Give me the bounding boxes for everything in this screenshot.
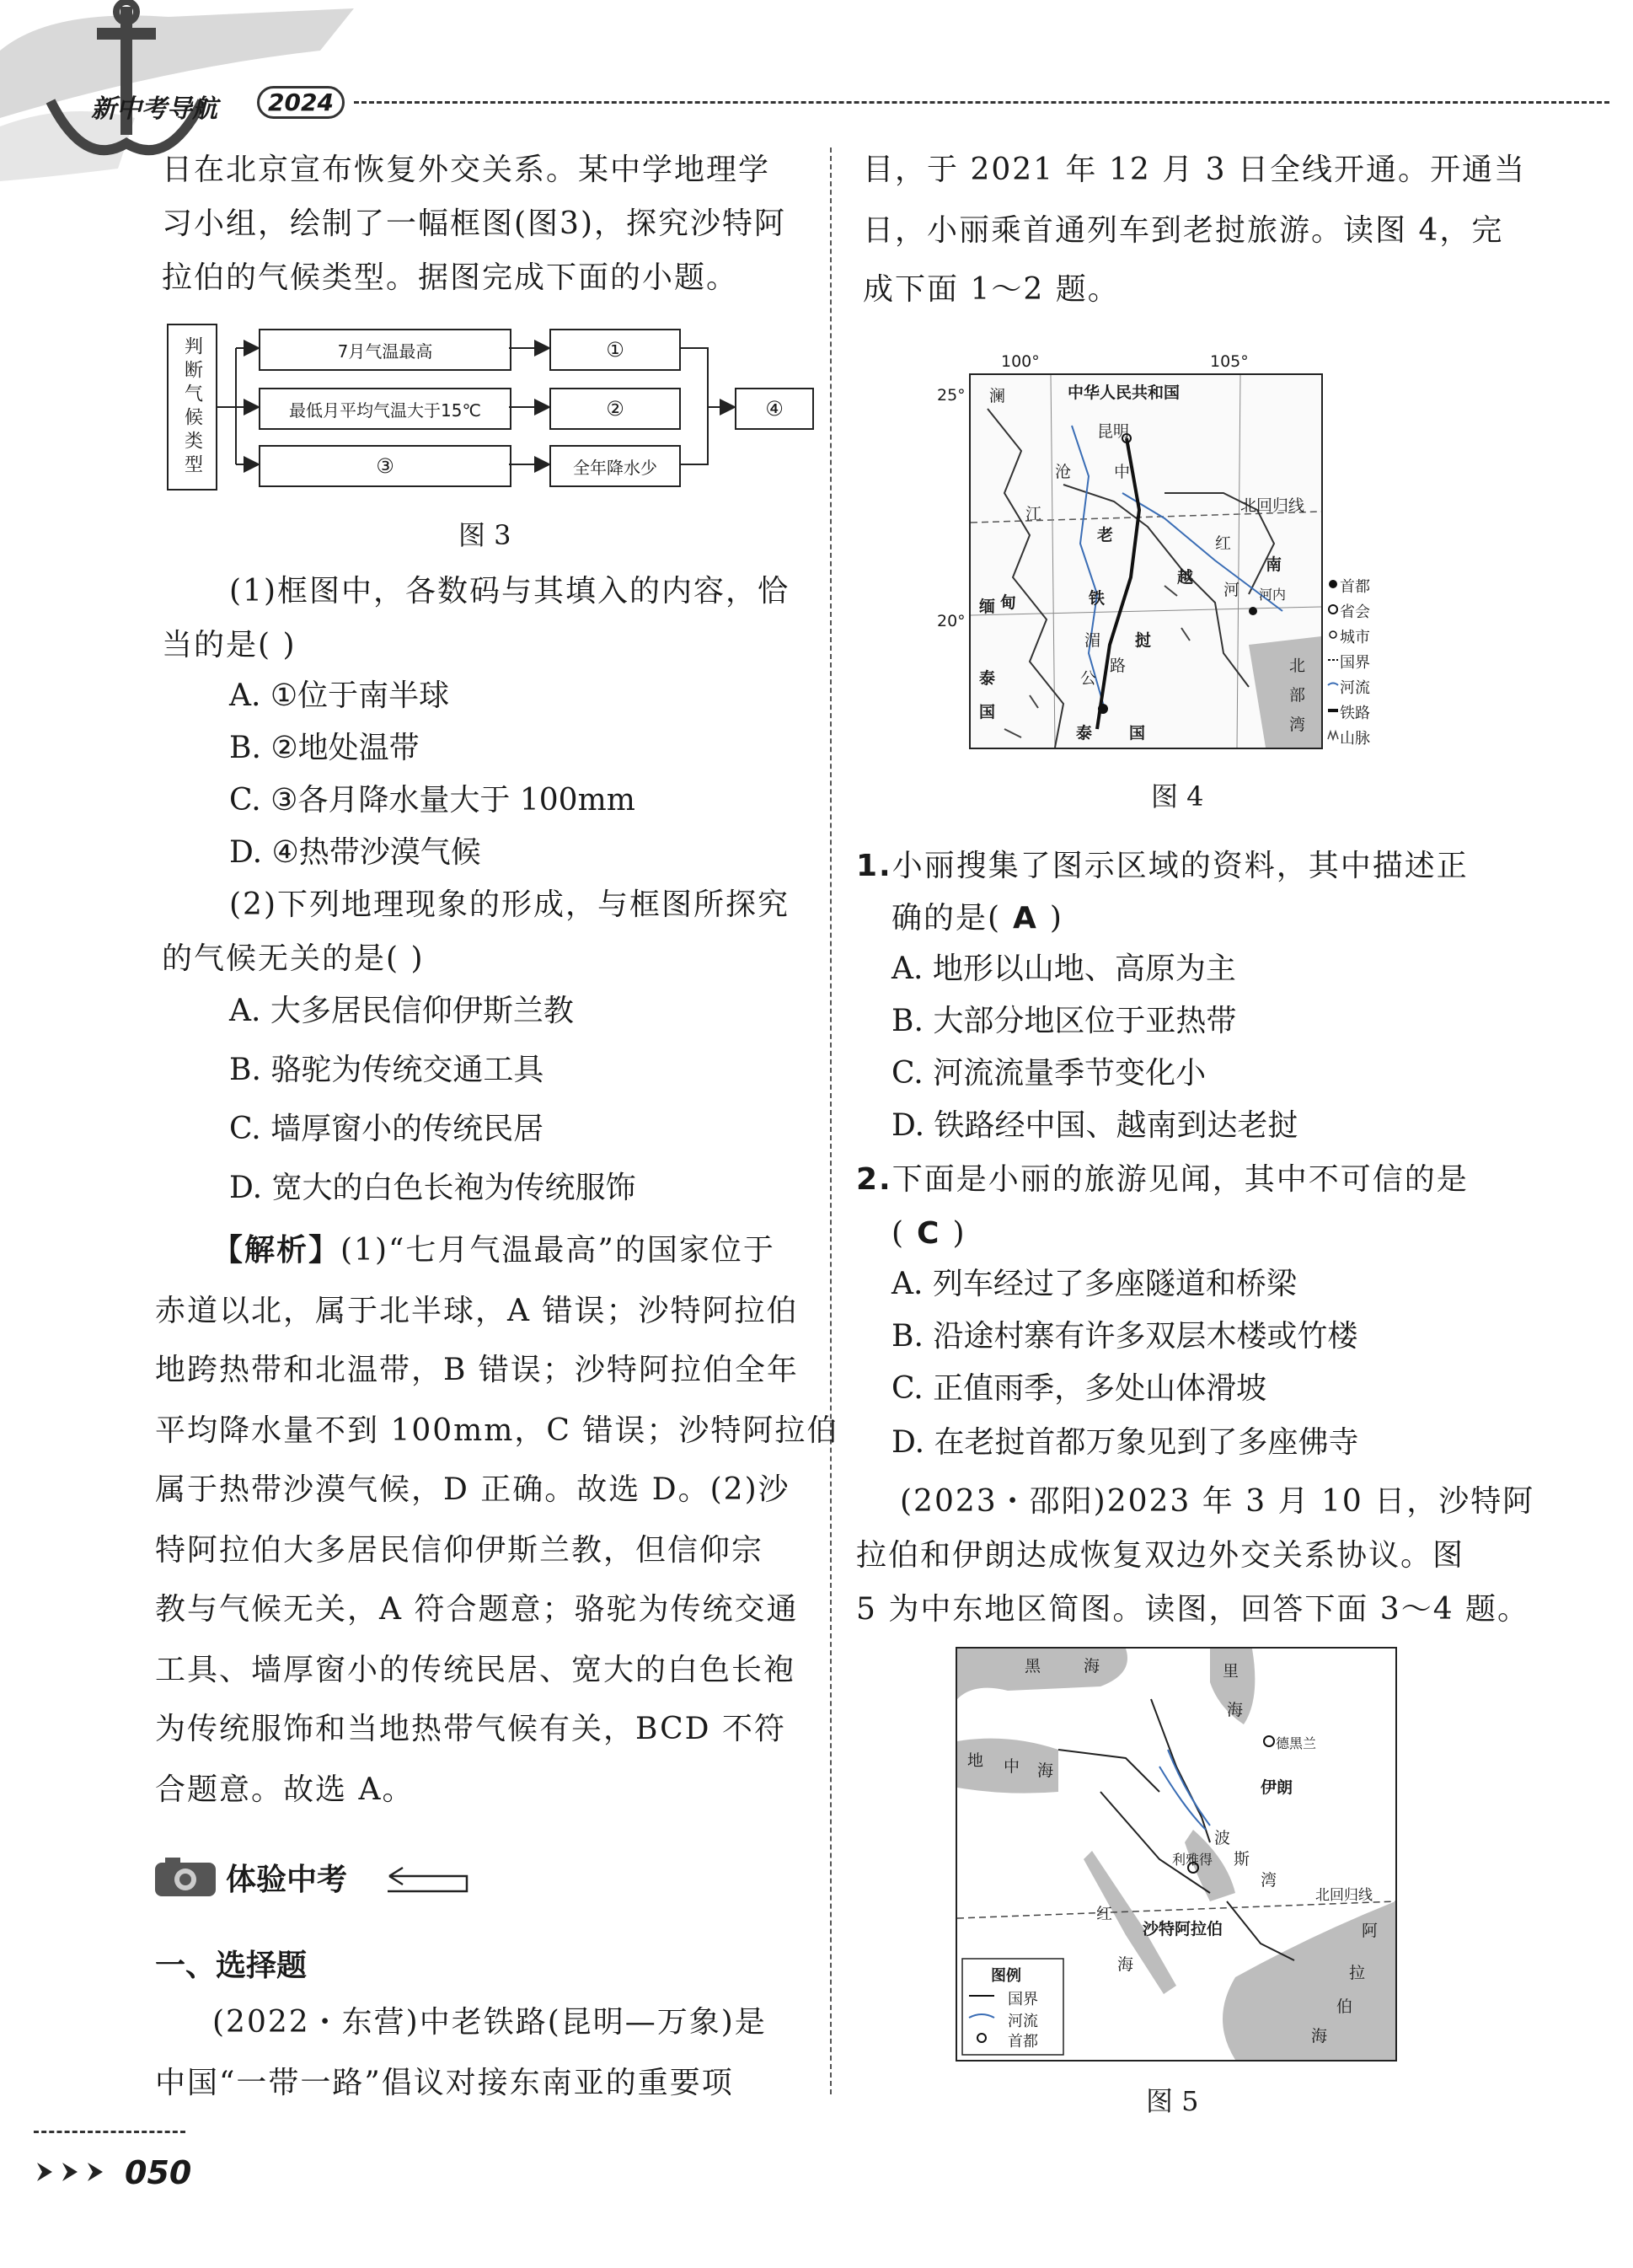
section-banner-label: 体验中考	[226, 1863, 348, 1897]
r-q2-option-c: C. 正值雨季，多处山体滑坡	[891, 1371, 1267, 1406]
legend-symbols-icon	[1327, 575, 1339, 752]
legend-city: 城市	[1340, 629, 1370, 646]
map5-legend-border: 国界	[1008, 1991, 1038, 2008]
map4-label-laos-2: 挝	[1135, 631, 1152, 650]
map5-label-saudi: 沙特阿拉伯	[1143, 1920, 1223, 1938]
header-rule	[354, 101, 1609, 104]
figure-5-caption: 图 5	[1146, 2085, 1199, 2117]
camera-icon	[150, 1851, 226, 1901]
r-q2-line-2: ( C )	[891, 1216, 966, 1251]
page-number: 050	[125, 2154, 192, 2191]
map5-label-gulf-2: 斯	[1234, 1850, 1250, 1869]
context-line-1: (2022・东营)中老铁路(昆明—万象)是	[212, 2005, 767, 2040]
map4-label-vietnam-1: 越	[1177, 568, 1194, 587]
legend-provincial: 省会	[1340, 603, 1370, 621]
map5-label-med-2: 中	[1004, 1757, 1020, 1776]
map4-label-gulf-1: 北	[1289, 657, 1306, 675]
map5-label-arab-4: 海	[1311, 2027, 1328, 2045]
map5-label-red-1: 红	[1096, 1905, 1113, 1923]
map4-label-zhong: 中	[1114, 463, 1131, 481]
section-banner	[150, 1851, 470, 1901]
map4-lat-25: 25°	[937, 386, 966, 405]
q1-line-1: (1)框图中，各数码与其填入的内容，恰	[229, 574, 790, 609]
header-year: 2024	[257, 86, 345, 119]
intro-line-1: 日在北京宣布恢复外交关系。某中学地理学	[162, 153, 771, 187]
analysis-label: 【解析】	[212, 1233, 341, 1268]
analysis-line-9: 为传统服饰和当地热带气候有关，BCD 不符	[155, 1712, 786, 1746]
map5-label-gulf-3: 湾	[1261, 1871, 1277, 1890]
r-q1-line-1: 1.小丽搜集了图示区域的资料，其中描述正	[856, 849, 1469, 883]
figure-3-caption: 图 3	[458, 519, 511, 551]
map5-label-black-1: 黑	[1025, 1657, 1041, 1676]
q1-option-b: B. ②地处温带	[229, 731, 420, 765]
map5-label-gulf-1: 波	[1214, 1829, 1231, 1847]
map4-label-thai-b-2: 国	[1129, 724, 1146, 743]
map4-label-gulf-3: 湾	[1289, 716, 1306, 734]
map-figure-5	[956, 1647, 1397, 2062]
map4-lat-20: 20°	[937, 612, 966, 630]
flow-box-july: 7月气温最高	[259, 329, 511, 371]
legend-railway: 铁路	[1340, 705, 1370, 722]
legend-border: 国界	[1340, 654, 1370, 672]
flow-result-1: ①	[549, 329, 681, 371]
map4-lon-105: 105°	[1210, 352, 1249, 371]
flow-box-min-temp: 最低月平均气温大于15℃	[259, 388, 511, 430]
legend-river: 河流	[1340, 679, 1370, 697]
analysis-line-6: 特阿拉伯大多居民信仰伊斯兰教，但信仰宗	[155, 1533, 764, 1568]
r-q2-option-d: D. 在老挝首都万象见到了多座佛寺	[891, 1425, 1359, 1460]
analysis-line-3: 地跨热带和北温带，B 错误；沙特阿拉伯全年	[155, 1353, 799, 1387]
r-context2-line-2: 拉伯和伊朗达成恢复双边外交关系协议。图	[856, 1538, 1465, 1573]
map4-label-thai-b-1: 泰	[1076, 724, 1093, 743]
map4-label-vietnam-2: 南	[1266, 555, 1282, 574]
flow-side-label: 判断气候类型	[167, 324, 217, 491]
r-q2-option-a: A. 列车经过了多座隧道和桥梁	[891, 1267, 1297, 1301]
intro-line-2: 习小组，绘制了一幅框图(图3)，探究沙特阿	[162, 206, 786, 241]
q2-option-d: D. 宽大的白色长袍为传统服饰	[229, 1171, 636, 1205]
map5-label-med-1: 地	[967, 1751, 984, 1770]
analysis-line-2: 赤道以北，属于北半球，A 错误；沙特阿拉伯	[155, 1294, 799, 1328]
r-q1-option-a: A. 地形以山地、高原为主	[891, 952, 1236, 986]
r-q1-option-c: C. 河流流量季节变化小	[891, 1056, 1207, 1091]
map5-label-med-3: 海	[1037, 1761, 1054, 1780]
map4-label-thailand-1: 泰	[979, 669, 996, 688]
r-q1-option-d: D. 铁路经中国、越南到达老挝	[891, 1108, 1298, 1143]
legend-mountain: 山脉	[1340, 730, 1370, 748]
header-title: 新中考导航	[91, 94, 217, 124]
map4-label-gong: 公	[1080, 669, 1097, 688]
column-divider	[830, 147, 832, 2094]
map5-label-black-2: 海	[1084, 1657, 1100, 1676]
arrow-left-icon	[386, 1858, 470, 1895]
map5-label-arab-2: 拉	[1349, 1964, 1366, 1982]
right-context-line-2: 日，小丽乘首通列车到老挝旅游。读图 4，完	[863, 213, 1504, 248]
intro-line-3: 拉伯的气候类型。据图完成下面的小题。	[162, 260, 739, 295]
q2-line-2: 的气候无关的是( )	[162, 941, 425, 976]
flow-box-3: ③	[259, 445, 511, 487]
map4-label-tropic: 北回归线	[1240, 496, 1305, 515]
flow-result-2: ②	[549, 388, 681, 430]
right-context-line-1: 目，于 2021 年 12 月 3 日全线开通。开通当	[863, 153, 1526, 187]
map4-label-myanmar-2: 甸	[1000, 593, 1017, 612]
map5-label-tropic: 北回归线	[1315, 1887, 1373, 1904]
map4-label-he: 河	[1223, 581, 1240, 599]
figure-4-caption: 图 4	[1151, 780, 1204, 812]
map5-label-iran: 伊朗	[1261, 1778, 1293, 1797]
r-q1-answer: A	[1013, 901, 1038, 936]
map4-label-kunming: 昆明	[1097, 422, 1130, 441]
analysis-line-1: 【解析】(1)“七月气温最高”的国家位于	[212, 1233, 775, 1268]
map4-label-gulf-2: 部	[1289, 686, 1306, 705]
analysis-line-7: 教与气候无关，A 符合题意；骆驼为传统交通	[155, 1592, 799, 1627]
map5-label-red-2: 海	[1117, 1955, 1134, 1974]
r-q1-option-b: B. 大部分地区位于亚热带	[891, 1004, 1237, 1038]
section-title: 一、选择题	[155, 1949, 308, 1983]
right-context-line-3: 成下面 1～2 题。	[863, 272, 1120, 307]
footer-rule	[34, 2131, 185, 2133]
map5-label-caspian-1: 里	[1223, 1662, 1239, 1681]
context-line-2: 中国“一带一路”倡议对接东南亚的重要项	[155, 2066, 734, 2100]
map4-label-lu: 路	[1110, 657, 1127, 675]
analysis-line-4: 平均降水量不到 100mm，C 错误；沙特阿拉伯	[155, 1413, 839, 1448]
r-q2-option-b: B. 沿途村寨有许多双层木楼或竹楼	[891, 1319, 1358, 1354]
map4-label-thailand-2: 国	[979, 703, 996, 721]
r-context2-line-3: 5 为中东地区简图。读图，回答下面 3～4 题。	[856, 1592, 1530, 1627]
r-q2-line-1: 2.下面是小丽的旅游见闻，其中不可信的是	[856, 1162, 1469, 1197]
legend-capital: 首都	[1340, 578, 1370, 596]
q1-option-a: A. ①位于南半球	[229, 678, 450, 713]
map4-label-lan: 澜	[989, 387, 1006, 405]
q1-option-c: C. ③各月降水量大于 100mm	[229, 783, 635, 818]
r-context2-line-1: (2023・邵阳)2023 年 3 月 10 日，沙特阿	[900, 1484, 1535, 1519]
map4-label-myanmar-1: 缅	[979, 598, 996, 616]
map4-label-tie: 铁	[1089, 589, 1106, 608]
map4-label-china: 中华人民共和国	[1068, 383, 1181, 402]
q1-line-2: 当的是( )	[162, 628, 297, 662]
q2-line-1: (2)下列地理现象的形成，与框图所探究	[229, 887, 790, 922]
map-figure-4	[969, 373, 1323, 749]
map5-label-arab-3: 伯	[1336, 1997, 1353, 2016]
r-q2-answer: C	[917, 1216, 941, 1251]
q2-option-a: A. 大多居民信仰伊斯兰教	[229, 994, 574, 1028]
analysis-line-10: 合题意。故选 A。	[155, 1772, 415, 1807]
map5-legend-river: 河流	[1008, 2013, 1038, 2030]
map5-label-caspian-2: 海	[1227, 1701, 1244, 1719]
flow-final: ④	[735, 388, 814, 430]
map4-label-laos-1: 老	[1097, 526, 1114, 544]
analysis-line-8: 工具、墙厚窗小的传统民居、宽大的白色长袍	[155, 1653, 796, 1687]
map4-lon-100: 100°	[1001, 352, 1040, 371]
map4-label-mei: 湄	[1084, 631, 1101, 650]
map4-label-hong: 红	[1215, 534, 1232, 553]
map5-label-riyadh: 利雅得	[1172, 1852, 1213, 1868]
map4-label-cang: 沧	[1055, 463, 1072, 481]
map5-legend-capital: 首都	[1008, 2033, 1038, 2051]
analysis-line-5: 属于热带沙漠气候，D 正确。故选 D。(2)沙	[155, 1472, 790, 1507]
map5-legend-title: 图例	[991, 1967, 1021, 1985]
map5-label-arab-1: 阿	[1362, 1922, 1379, 1940]
map5-label-tehran: 德黑兰	[1276, 1735, 1317, 1751]
map4-label-jiang: 江	[1025, 505, 1042, 523]
r-q1-line-2: 确的是( A )	[891, 901, 1063, 936]
flow-arrows	[211, 320, 750, 497]
map4-label-hanoi: 河内	[1259, 587, 1287, 603]
chevrons-icon	[34, 2158, 118, 2186]
flow-result-rain: 全年降水少	[549, 445, 681, 487]
q1-option-d: D. ④热带沙漠气候	[229, 835, 481, 870]
q2-option-c: C. 墙厚窗小的传统民居	[229, 1112, 544, 1146]
q2-option-b: B. 骆驼为传统交通工具	[229, 1053, 544, 1087]
